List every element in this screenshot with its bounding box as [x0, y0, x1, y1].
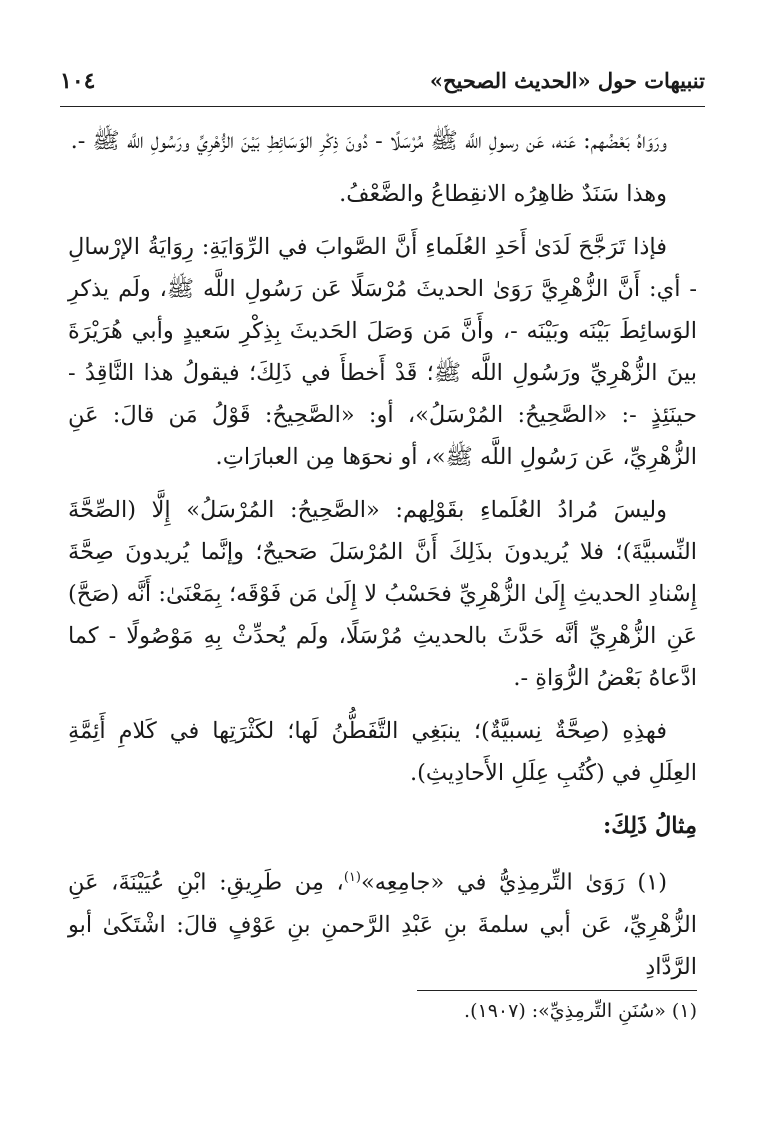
- example-text-start: (١) رَوَىٰ التِّرمِذِيُّ في «جامِعِه»: [360, 869, 667, 896]
- example-text-end: ، مِن طَرِيقِ: ابْنِ عُيَيْنَةَ، عَنِ الزُّهْرِيِّ، عَن أبي سلمةَ بنِ عَبْدِ الرَّحمنِ بنِ عَوْفٍ قالَ: اشْتَكَىٰ أبو الرَّدَّادِ: [68, 869, 697, 980]
- subheading: مِثالُ ذَلِكَ:: [602, 813, 697, 839]
- footnote-divider: [417, 990, 697, 991]
- paragraph: وهذا سَنَدٌ ظاهِرُه الانقِطاعُ والضَّعْفُ.: [339, 181, 667, 207]
- footnote: (١) «سُنَنِ التِّرمِذِيِّ»: (١٩٠٧).: [464, 1000, 697, 1022]
- page-header: [60, 68, 705, 98]
- running-title: تنبيهات حول «الحديث الصحيح»: [429, 68, 705, 93]
- footnote-marker: (١): [343, 870, 361, 885]
- example-paragraph: [68, 857, 697, 988]
- paragraph: ورَوَاهُ بَعْضُهم: عَنه، عَن رسولِ اللَّه ﷺ مُرْسَلًا - دُونَ ذِكْرِ الوَسَائِطِ بَيْنَ الزُّهْرِيِّ ورَسُولِ اللَّه ﷺ -.: [70, 128, 667, 154]
- paragraph: وليسَ مُرادُ العُلَماءِ بقَوْلِهم: «الصَّحِيحُ: المُرْسَلُ» إِلَّا (الصِّحَّةَ النِّسبيَّةَ)؛ فلا يُريدونَ بذَلِكَ أَنَّ المُرْسَلَ صَحيحٌ؛ وإنَّما يُريدونَ صِحَّةَ إِسْنادِ الحديثِ إِلَىٰ الزُّهْرِيِّ فحَسْبُ لا إِلَىٰ مَن فَوْقَه؛ بِمَعْنَىٰ: أَنَّه (صَحَّ) عَنِ الزُّهْرِيِّ أنَّه حَدَّثَ بالحديثِ مُرْسَلًا، ولَم يُحدِّثْ بِهِ مَوْصُولًا - كما ادَّعاهُ بَعْضُ الرُّوَاةِ -.: [68, 497, 697, 691]
- header-divider: [60, 106, 705, 107]
- paragraph: فإذا تَرَجَّحَ لَدَىٰ أَحَدِ العُلَماءِ أَنَّ الصَّوابَ في الرِّوَايَةِ: رِوَايَةُ الإرْسالِ - أي: أَنَّ الزُّهْرِيَّ رَوَىٰ الحديثَ مُرْسَلًا عَن رَسُولِ اللَّه ﷺ، ولَم يذكرِ الوَسائِطَ بَيْنَه وبَيْنَه -، وأَنَّ مَن وَصَلَ الحَديثَ بِذِكْرِ سَعيدٍ وأبي هُرَيْرَةَ بينَ الزُّهْرِيِّ ورَسُولِ اللَّه ﷺ؛ قَدْ أَخطأَ في ذَلِكَ؛ فيقولُ هذا النَّاقِدُ - حينَئِذٍ -: «الصَّحِيحُ: المُرْسَلُ»، أو: «الصَّحِيحُ: قَوْلُ مَن قالَ: عَنِ الزُّهْرِيِّ، عَن رَسُولِ اللَّه ﷺ»، أو نحوَها مِن العبارَاتِ.: [68, 234, 697, 470]
- main-text: [68, 120, 697, 999]
- page-number: ١٠٤: [60, 68, 96, 94]
- paragraph: فهذِهِ (صِحَّةٌ نِسبيَّةٌ)؛ ينبَغِي التَّفَطُّنُ لَها؛ لكَثْرَتِها في كَلامِ أَئِمَّةِ العِلَلِ في (كُتُبِ عِلَلِ الأَحادِيثِ).: [68, 718, 697, 786]
